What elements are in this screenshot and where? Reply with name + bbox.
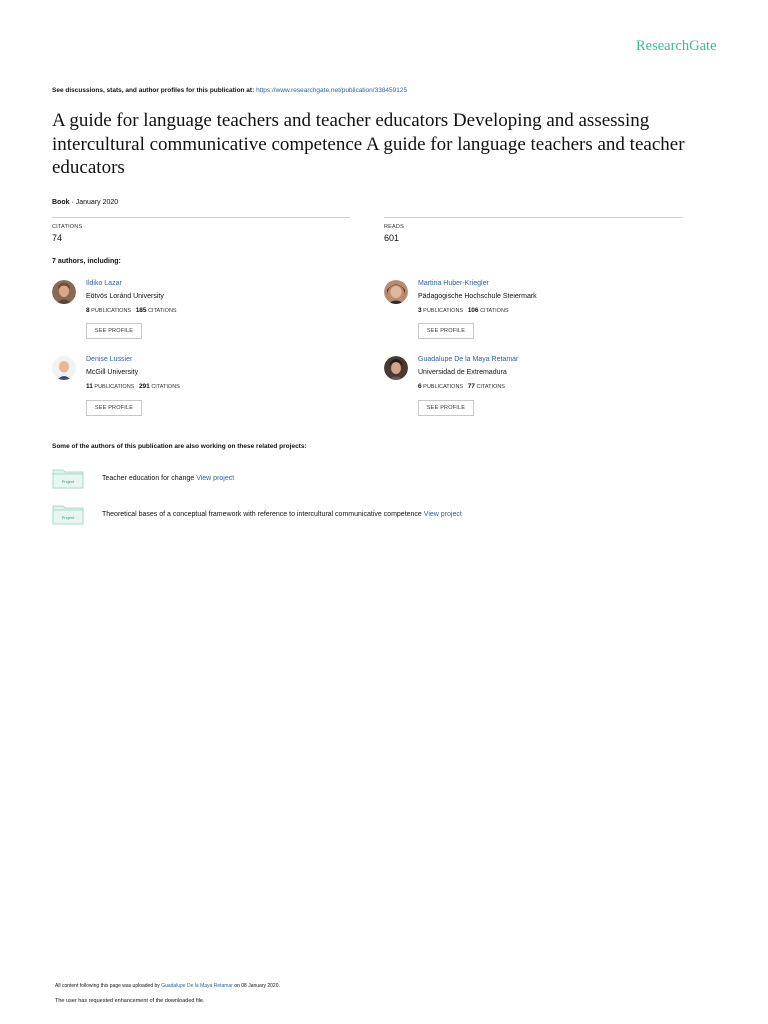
- author-citations-count: 106: [467, 307, 479, 314]
- citations-label: CITATIONS: [148, 308, 177, 314]
- publications-label: PUBLICATIONS: [423, 384, 464, 390]
- upload-suffix: on 08 January 2020.: [234, 983, 280, 989]
- discussion-text: See discussions, stats, and author profiles for this publication at:: [52, 87, 255, 94]
- enhancement-note: The user has requested enhancement of the downloaded file.: [55, 998, 205, 1004]
- author-publications-count: 11: [86, 383, 93, 390]
- related-projects-heading: Some of the authors of this publication are also working on these related projects:: [52, 443, 307, 450]
- project-item: [102, 511, 462, 518]
- author-publications-count: 3: [418, 307, 422, 314]
- publications-label: PUBLICATIONS: [91, 308, 132, 314]
- publication-type: Book: [52, 199, 70, 206]
- avatar[interactable]: [52, 280, 76, 304]
- publication-title: A guide for language teachers and teacher educators Developing and assessing intercultural communicative competence A guide for language teachers and teacher educators: [52, 110, 685, 178]
- project-folder-icon: [52, 503, 84, 525]
- upload-note: [55, 983, 280, 989]
- avatar[interactable]: [52, 356, 76, 380]
- avatar[interactable]: [384, 280, 408, 304]
- citations-label: CITATIONS: [151, 384, 180, 390]
- stats-divider-right: [384, 217, 683, 218]
- citations-value: 74: [52, 233, 63, 243]
- author-publications-count: 8: [86, 307, 90, 314]
- avatar[interactable]: [384, 356, 408, 380]
- project-folder-icon: [52, 467, 84, 489]
- project-icon-label: Project: [61, 515, 75, 520]
- author-stats: [86, 307, 177, 314]
- citations-label: CITATIONS: [52, 224, 83, 230]
- author-citations-count: 185: [135, 307, 147, 314]
- view-project-link[interactable]: View project: [423, 511, 462, 518]
- stats-divider-left: [52, 217, 350, 218]
- author-name[interactable]: Ildiko Lazar: [86, 280, 122, 287]
- discussion-line: [52, 87, 407, 94]
- publications-label: PUBLICATIONS: [94, 384, 135, 390]
- see-profile-button[interactable]: SEE PROFILE: [418, 323, 474, 339]
- author-institution: Pädagogische Hochschule Steiermark: [418, 293, 537, 300]
- publication-link[interactable]: https://www.researchgate.net/publication/338459125: [256, 87, 408, 94]
- author-stats: [86, 383, 180, 390]
- project-icon-label: Project: [61, 479, 75, 484]
- see-profile-button[interactable]: SEE PROFILE: [86, 323, 142, 339]
- view-project-link[interactable]: View project: [196, 475, 235, 482]
- authors-heading: 7 authors, including:: [52, 258, 121, 265]
- author-name[interactable]: Guadalupe De la Maya Retamar: [418, 356, 519, 363]
- publication-date: · January 2020: [69, 199, 119, 206]
- author-institution: Eötvös Loránd University: [86, 293, 164, 300]
- reads-label: READS: [384, 224, 404, 230]
- researchgate-logo[interactable]: ResearchGate: [636, 38, 717, 54]
- author-stats: [418, 383, 505, 390]
- see-profile-button[interactable]: SEE PROFILE: [418, 400, 474, 416]
- uploader-link[interactable]: Guadalupe De la Maya Retamar: [161, 983, 233, 989]
- see-profile-button[interactable]: SEE PROFILE: [86, 400, 142, 416]
- author-citations-count: 291: [138, 383, 150, 390]
- author-citations-count: 77: [467, 383, 475, 390]
- project-title: Theoretical bases of a conceptual framework with reference to intercultural communicative competence: [102, 511, 422, 518]
- author-institution: McGill University: [86, 369, 139, 376]
- author-name[interactable]: Martina Huber-Kriegler: [418, 280, 489, 287]
- author-stats: [418, 307, 509, 314]
- citations-label: CITATIONS: [476, 384, 505, 390]
- author-institution: Universidad de Extremadura: [418, 369, 507, 376]
- author-publications-count: 6: [418, 383, 422, 390]
- publication-meta: [52, 199, 118, 206]
- project-item: [102, 475, 234, 482]
- reads-value: 601: [384, 233, 400, 243]
- citations-label: CITATIONS: [480, 308, 509, 314]
- publications-label: PUBLICATIONS: [423, 308, 464, 314]
- upload-prefix: All content following this page was uploaded by: [55, 983, 160, 989]
- project-title: Teacher education for change: [102, 475, 195, 482]
- author-name[interactable]: Denise Lussier: [86, 356, 133, 363]
